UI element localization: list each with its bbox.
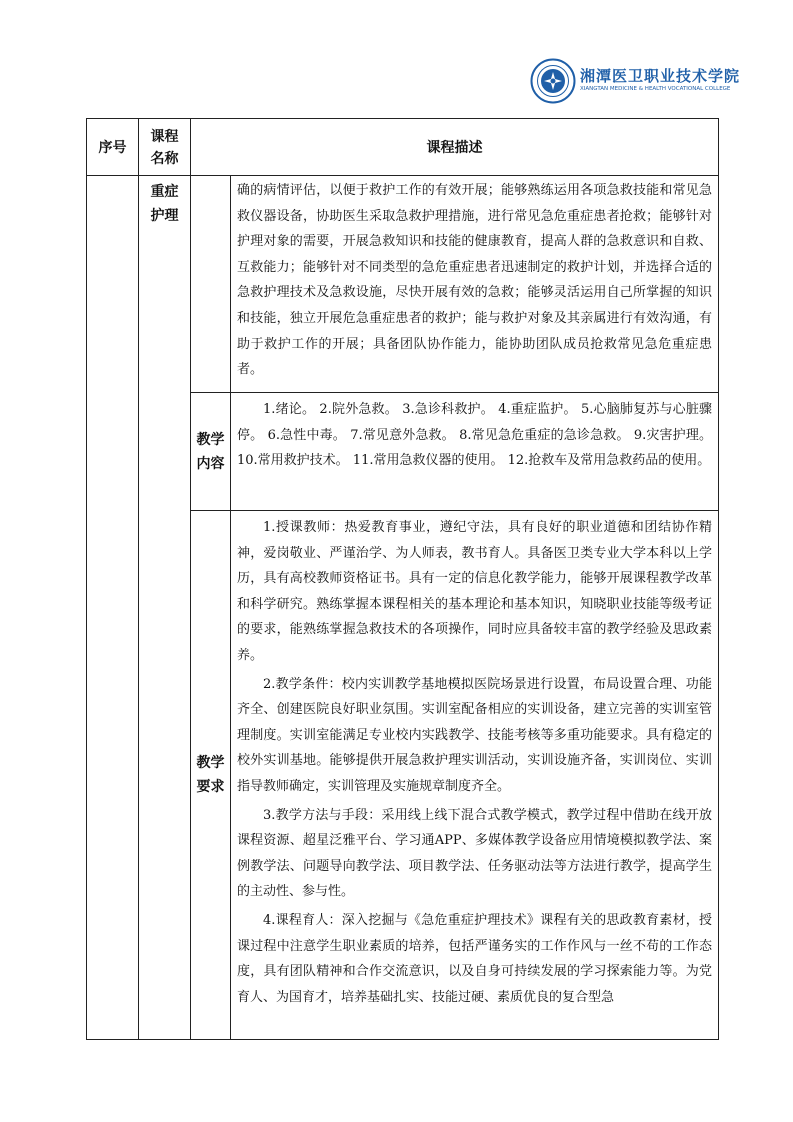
seq-cell — [87, 176, 139, 1040]
header-course-name-text: 课程名称 — [150, 129, 179, 167]
requirement-item: 2.教学条件：校内实训教学基地模拟医院场景进行设置，布局设置合理、功能齐全、创建医院良好职业氛围。实训室配备相应的实训设备，建立完善的实训室管理制度。实训室能满足专业校内实践教学、技能考核等多重功能要求。具有稳定的校外实训基地。能够提供开展急救护理实训活动，实训设施齐备，实训岗位、实训指导教师确定，实训管理及实施规章制度齐全。 — [237, 676, 712, 794]
college-name-cn: 湘潭医卫职业技术学院 — [580, 67, 741, 85]
college-seal-icon — [530, 58, 576, 104]
requirement-item: 4.课程育人：深入挖掘与《急危重症护理技术》课程有关的思政教育素材，授课过程中注意学生职业素质的培养，包括严谨务实的工作作风与一丝不苟的工作态度，具有团队精神和合作交流意识，以及自身可持续发展的学习探索能力等。为党育人、为国育才，培养基础扎实、技能过硬、素质优良的复合型急 — [237, 912, 712, 1005]
header-course-name — [139, 119, 191, 176]
requirement-item: 3.教学方法与手段：采用线上线下混合式教学模式，教学过程中借助在线开放课程资源、超星泛雅平台、学习通APP、多媒体教学设备应用情境模拟教学法、案例教学法、问题导向教学法、项目教学法、任务驱动法等方法进行教学，提高学生的主动性、参与性。 — [237, 807, 712, 900]
requirements-label: 教学要求 — [196, 755, 225, 795]
table-header-row — [87, 119, 719, 176]
requirement-item: 1.授课教师：热爱教育事业，遵纪守法，具有良好的职业道德和团结协作精神，爱岗敬业、严谨治学、为人师表，教书育人。具备医卫类专业大学本科以上学历，具有高校教师资格证书。具有一定的信息化教学能力，能够开展课程教学改革和科学研究。熟练掌握本课程相关的基本理论和基本知识，知晓职业技能等级考证的要求，能熟练掌握急救技术的各项操作，同时应具备较丰富的教学经验及思政素养。 — [237, 520, 712, 663]
content-text: 1.绪论。 2.院外急救。 3.急诊科救护。 4.重症监护。 5.心脑肺复苏与心脏骤停。 6.急性中毒。 7.常见意外急救。 8.常见急危重症的急诊急救。 9.灾害护理。 10.常用救护技术。 11.常用急救仪器的使用。 12.抢救车及常用急救药品的使用。 — [237, 402, 712, 469]
objective-label-cell — [191, 176, 231, 393]
header-seq: 序号 — [87, 119, 139, 176]
objective-text-cell — [231, 176, 719, 393]
content-label-cell — [191, 393, 231, 511]
table-row — [87, 176, 719, 393]
college-name-en: XIANGTAN MEDICINE & HEALTH VOCATIONAL COLLEGE — [580, 86, 731, 92]
requirements-label-cell — [191, 511, 231, 1040]
college-logo — [530, 58, 741, 106]
content-label: 教学内容 — [196, 431, 225, 472]
header-description: 课程描述 — [191, 119, 719, 176]
objective-text: 确的病情评估，以便于救护工作的有效开展；能够熟练运用各项急救技能和常见急救仪器设备，协助医生采取急救护理措施，进行常见急危重症患者抢救；能够针对护理对象的需要，开展急救知识和技能的健康教育，提高人群的急救意识和自救、互救能力；能够针对不同类型的急危重症患者迅速制定的救护计划，并选择合适的急救护理技术及急救设施，尽快开展有效的急救；能够灵活运用自己所掌握的知识和技能，独立开展危急重症患者的救护；能与救护对象及其亲属进行有效沟通，有助于救护工作的开展；具备团队协作能力，能协助团队成员抢救常见急危重症患者。 — [237, 183, 712, 378]
course-table — [86, 118, 719, 1040]
content-text-cell — [231, 393, 719, 511]
course-name-text: 重症护理 — [150, 184, 179, 224]
course-name-cell — [139, 176, 191, 1040]
requirements-text-cell — [231, 511, 719, 1040]
